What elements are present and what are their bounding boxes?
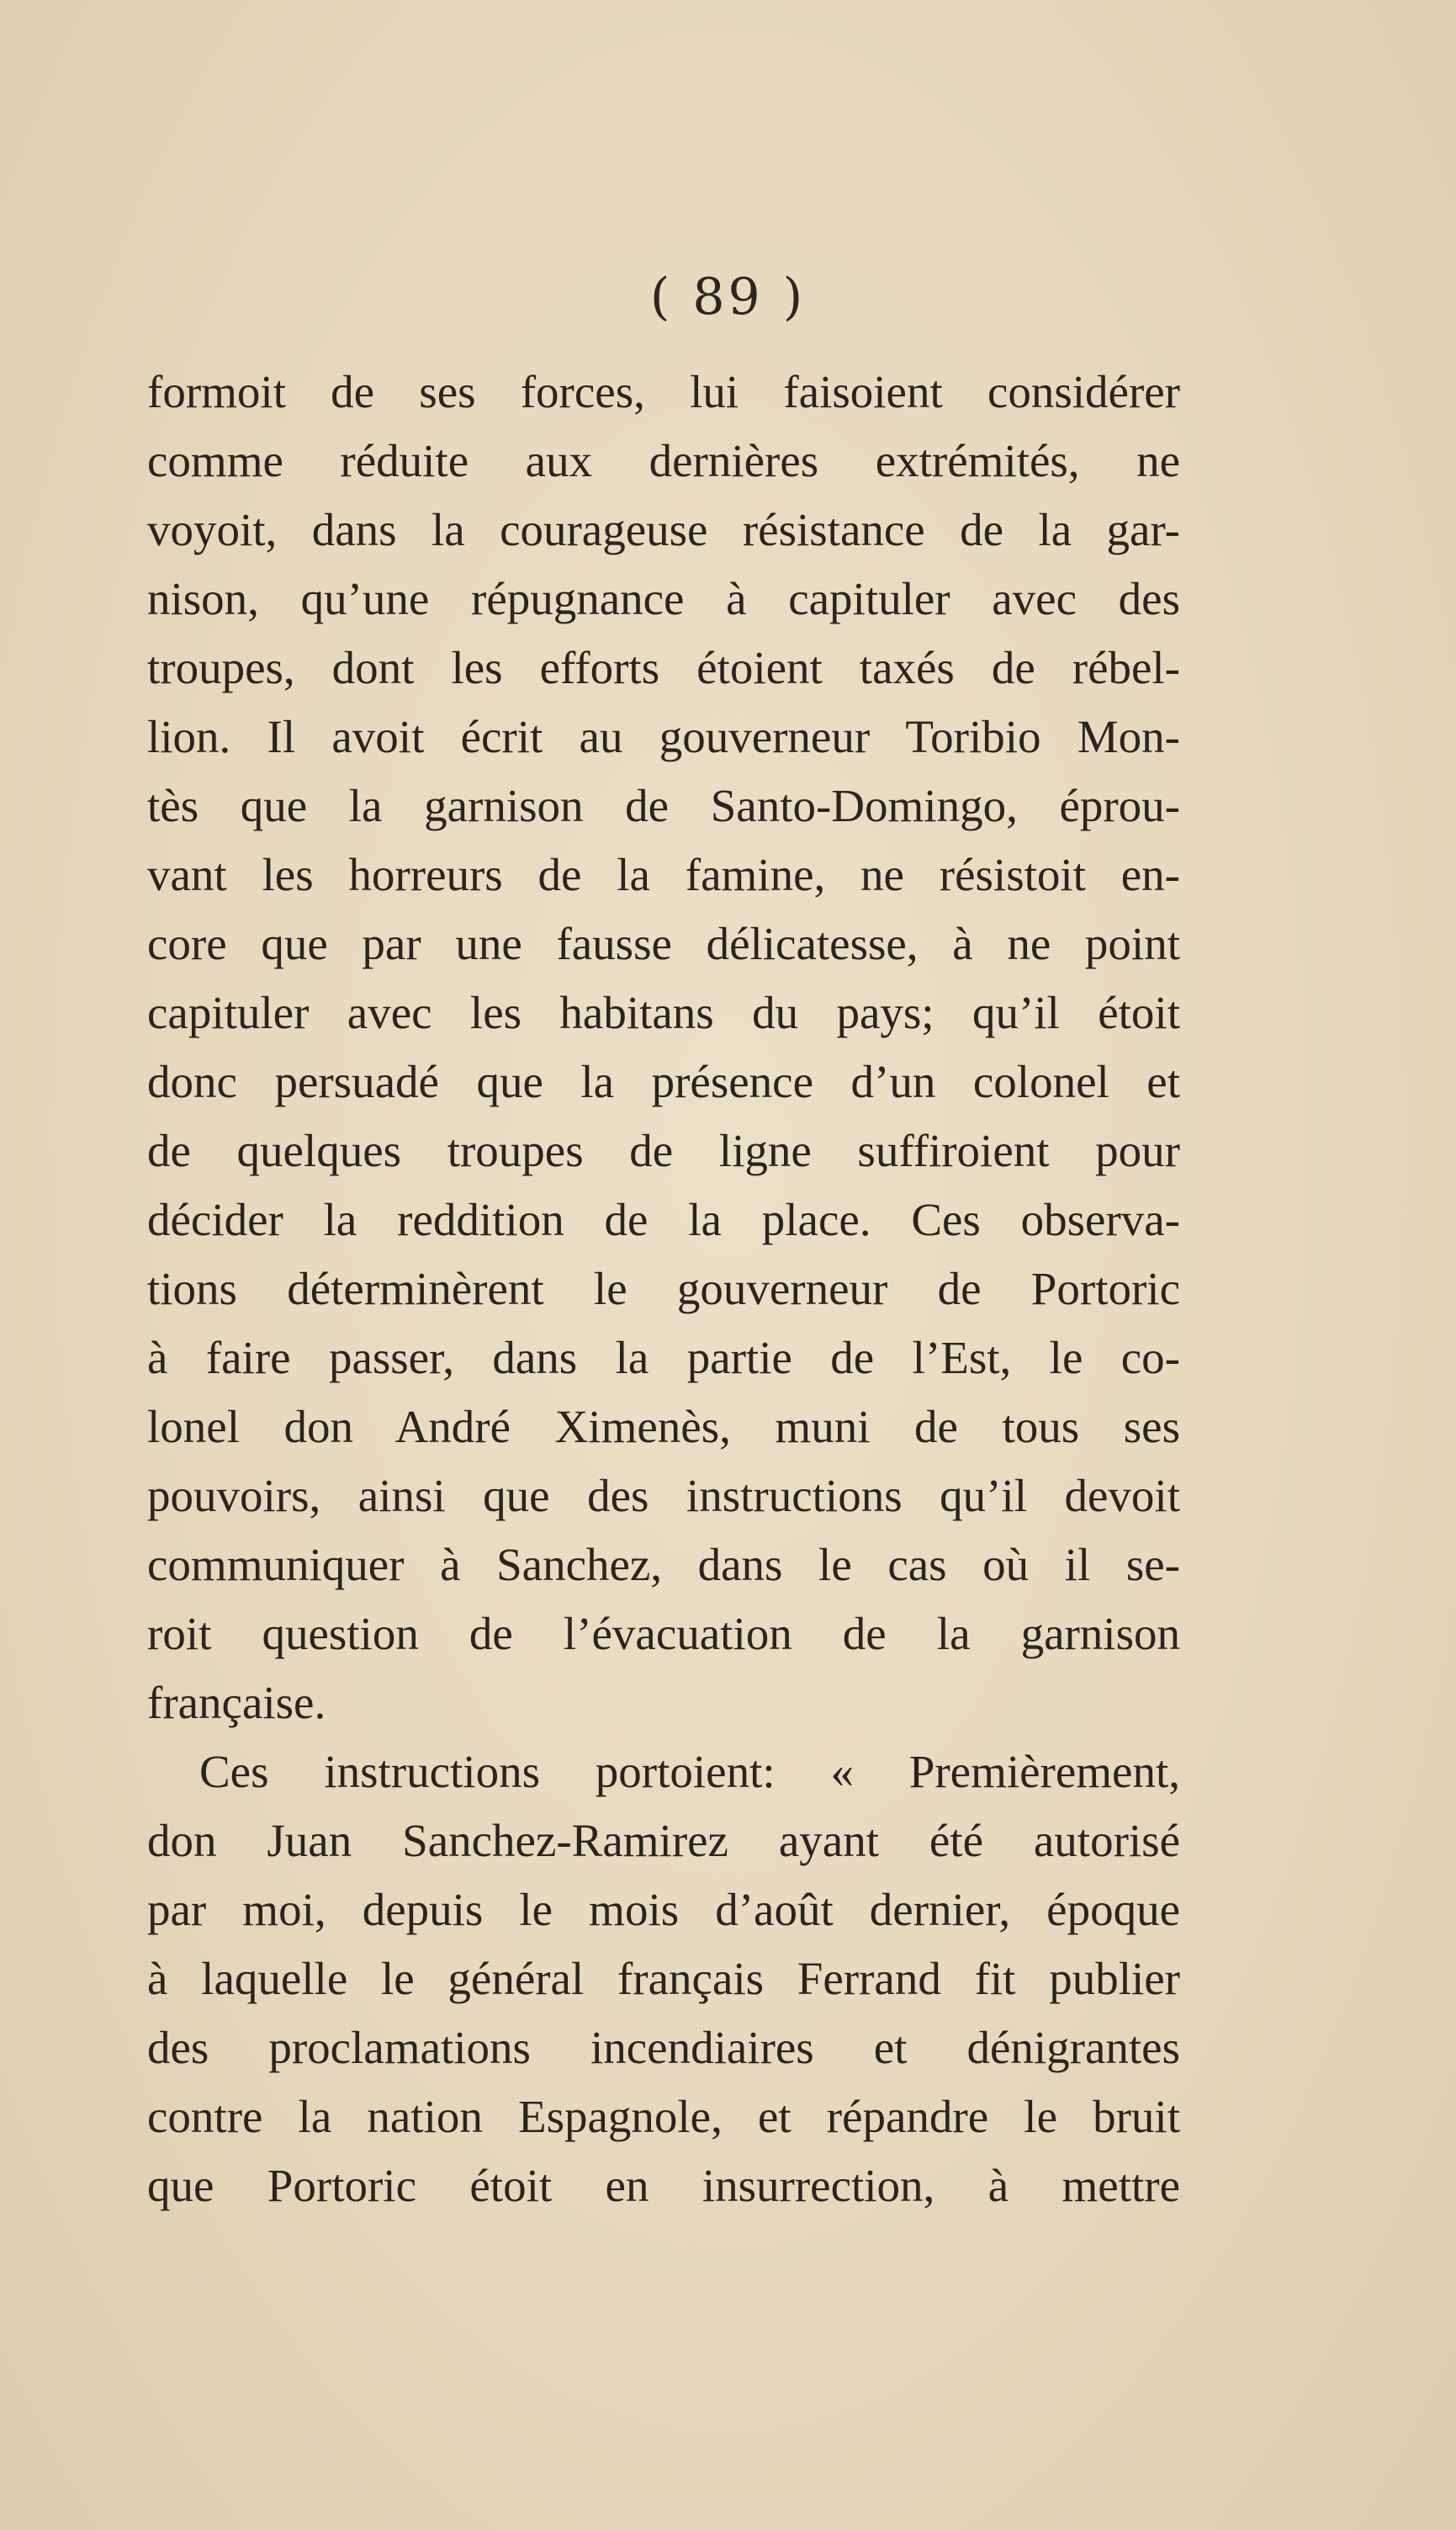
text-line: donc persuadé que la présence d’un colonel et [147, 1056, 1180, 1107]
text-line: roit question de l’évacuation de la garnison [147, 1608, 1180, 1659]
text-line: française. [147, 1677, 326, 1728]
body-text [147, 358, 1180, 2220]
text-line: Ces instructions portoient: « Premièrement, [199, 1746, 1180, 1797]
text-line: core que par une fausse délicatesse, à ne point [147, 918, 1180, 969]
text-line: pouvoirs, ainsi que des instructions qu’il devoit [147, 1470, 1180, 1521]
text-line: à faire passer, dans la partie de l’Est, le co- [147, 1332, 1180, 1383]
text-line: comme réduite aux dernières extrémités, ne [147, 435, 1180, 486]
text-line: de quelques troupes de ligne suffiroient pour [147, 1125, 1180, 1176]
text-line: décider la reddition de la place. Ces observa- [147, 1194, 1180, 1245]
text-line: à laquelle le général français Ferrand fit publier [147, 1953, 1180, 2004]
text-line: que Portoric étoit en insurrection, à mettre [147, 2160, 1180, 2211]
text-line: communiquer à Sanchez, dans le cas où il se- [147, 1539, 1180, 1590]
text-line: par moi, depuis le mois d’août dernier, époque [147, 1884, 1180, 1935]
page-number: ( 89 ) [649, 268, 807, 326]
text-line: tès que la garnison de Santo-Domingo, éprou- [147, 780, 1180, 831]
text-line: contre la nation Espagnole, et répandre le bruit [147, 2091, 1180, 2142]
text-line: voyoit, dans la courageuse résistance de la gar- [147, 504, 1180, 555]
text-line: don Juan Sanchez-Ramirez ayant été autorisé [147, 1815, 1180, 1866]
text-line: troupes, dont les efforts étoient taxés de rébel- [147, 642, 1180, 693]
text-line: vant les horreurs de la famine, ne résistoit en- [147, 849, 1180, 900]
text-line: tions déterminèrent le gouverneur de Portoric [147, 1263, 1180, 1314]
text-line: des proclamations incendiaires et dénigrantes [147, 2022, 1180, 2073]
text-line: lonel don André Ximenès, muni de tous ses [147, 1401, 1180, 1452]
text-line: lion. Il avoit écrit au gouverneur Toribio Mon- [147, 711, 1180, 762]
text-line: capituler avec les habitans du pays; qu’il étoit [147, 987, 1180, 1038]
text-line: formoit de ses forces, lui faisoient considérer [147, 366, 1180, 417]
text-line: nison, qu’une répugnance à capituler avec des [147, 573, 1180, 624]
